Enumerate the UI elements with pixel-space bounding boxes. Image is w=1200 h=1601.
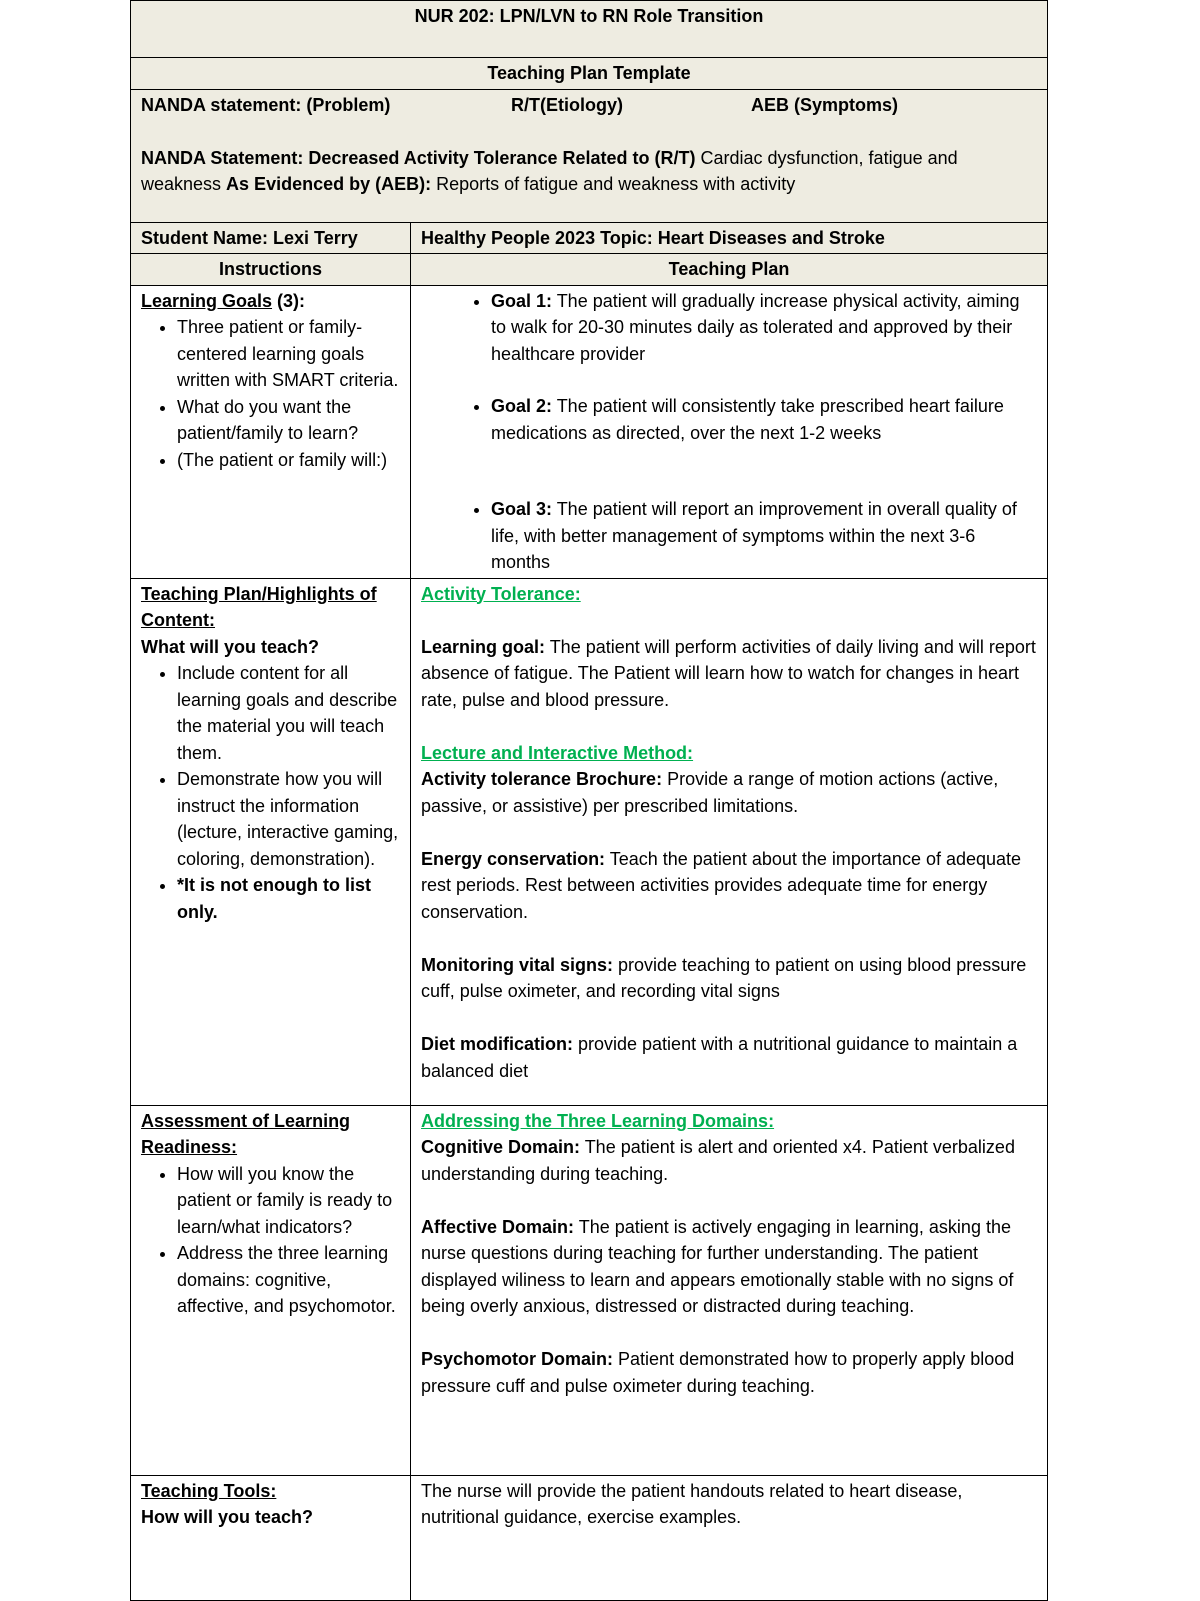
list-item: • Demonstrate how you will instruct the information (lecture, interactive gaming, coloring, demonstration). — [177, 766, 400, 872]
learning-goals-instructions — [131, 285, 411, 578]
column-header-instructions: Instructions — [131, 254, 411, 286]
tools-plan — [411, 1475, 1048, 1600]
activity-tolerance-heading: Activity Tolerance: — [421, 583, 581, 604]
learning-goals-instruction-list — [141, 314, 400, 473]
nanda-row — [131, 89, 1048, 222]
list-item: • Three patient or family-centered learning goals written with SMART criteria. — [177, 314, 400, 394]
domain-item: Affective Domain: The patient is actively engaging in learning, asking the nurse questions during teaching for further understanding. The patient displayed wiliness to learn and appears emotionally stable with no signs of being overly anxious, distressed or distracted during teaching. — [421, 1216, 1014, 1316]
healthy-people-topic: Healthy People 2023 Topic: Heart Diseases and Stroke — [411, 222, 1048, 254]
domain-item: Psychomotor Domain: Patient demonstrated how to properly apply blood pressure cuff and pulse oximeter during teaching. — [421, 1349, 1015, 1396]
column-header-row — [131, 254, 1048, 286]
teaching-content-plan — [411, 578, 1048, 1105]
list-item: • How will you know the patient or family is ready to learn/what indicators? — [177, 1161, 400, 1241]
readiness-instruction-list — [141, 1161, 400, 1320]
teaching-content-heading: Teaching Plan/Highlights of Content: — [141, 583, 377, 630]
nanda-etiology-label: R/T(Etiology) — [511, 94, 623, 115]
student-name: Student Name: Lexi Terry — [131, 222, 411, 254]
tools-instructions — [131, 1475, 411, 1600]
readiness-row — [131, 1105, 1048, 1475]
goal-item: • Goal 2: The patient will consistently take prescribed heart failure medications as directed, over the next 1-2 weeks — [491, 393, 1037, 446]
content-item: Monitoring vital signs: provide teaching to patient on using blood pressure cuff, pulse oximeter, and recording vital signs — [421, 954, 1027, 1001]
template-title: Teaching Plan Template — [131, 58, 1048, 90]
learning-goals-row — [131, 285, 1048, 578]
domains-heading: Addressing the Three Learning Domains: — [421, 1110, 775, 1131]
lecture-method-heading: Lecture and Interactive Method: — [421, 742, 694, 763]
course-row — [131, 1, 1048, 58]
goal-list — [421, 288, 1037, 576]
goal-item: • Goal 1: The patient will gradually increase physical activity, aiming to walk for 20-30 minutes daily as tolerated and approved by their healthcare provider — [491, 288, 1037, 368]
learning-goal-paragraph: Learning goal: The patient will perform activities of daily living and will report absence of fatigue. The Patient will learn how to watch for changes in heart rate, pulse and blood pressure. — [421, 636, 1036, 710]
student-row — [131, 222, 1048, 254]
readiness-instructions — [131, 1105, 411, 1475]
tools-subheading: How will you teach? — [141, 1507, 314, 1527]
tools-row — [131, 1475, 1048, 1600]
nanda-problem-label: NANDA statement: (Problem) — [141, 94, 391, 115]
list-item: • Address the three learning domains: cognitive, affective, and psychomotor. — [177, 1240, 400, 1320]
content-item: Activity tolerance Brochure: Provide a range of motion actions (active, passive, or assistive) per prescribed limitations. — [421, 769, 999, 816]
goal-item: • Goal 3: The patient will report an improvement in overall quality of life, with better management of symptoms within the next 3-6 months — [491, 496, 1037, 576]
list-item: • (The patient or family will:) — [177, 447, 400, 474]
tools-heading: Teaching Tools: — [141, 1480, 277, 1501]
nanda-symptoms-label: AEB (Symptoms) — [751, 94, 899, 115]
domain-item: Cognitive Domain: The patient is alert and oriented x4. Patient verbalized understanding during teaching. — [421, 1137, 1015, 1184]
template-title-row — [131, 58, 1048, 90]
teaching-plan-table — [130, 0, 1048, 1601]
learning-goals-heading: Learning Goals (3): — [141, 290, 306, 311]
content-item: Diet modification: provide patient with a nutritional guidance to maintain a balanced diet — [421, 1034, 1018, 1081]
learning-goals-plan — [411, 285, 1048, 578]
list-item: • What do you want the patient/family to learn? — [177, 394, 400, 447]
tools-text: The nurse will provide the patient handouts related to heart disease, nutritional guidance, exercise examples. — [421, 1480, 963, 1527]
readiness-heading: Assessment of Learning Readiness: — [141, 1110, 351, 1157]
teaching-content-instruction-list — [141, 660, 400, 925]
list-item: • Include content for all learning goals and describe the material you will teach them. — [177, 660, 400, 766]
column-header-teaching-plan: Teaching Plan — [411, 254, 1048, 286]
list-item: • *It is not enough to list only. — [177, 872, 400, 925]
teaching-content-subheading: What will you teach? — [141, 636, 320, 657]
readiness-plan — [411, 1105, 1048, 1475]
nanda-columns — [141, 92, 1037, 119]
teaching-content-instructions — [131, 578, 411, 1105]
teaching-content-row — [131, 578, 1048, 1105]
course-title: NUR 202: LPN/LVN to RN Role Transition — [131, 1, 1048, 58]
nanda-cell — [131, 89, 1048, 222]
nanda-statement: NANDA Statement: Decreased Activity Tolerance Related to (R/T) Cardiac dysfunction, fatigue and weakness As Evidenced by (AEB): Reports of fatigue and weakness with activity — [141, 147, 958, 194]
content-item: Energy conservation: Teach the patient about the importance of adequate rest periods. Rest between activities provides adequate time for energy conservation. — [421, 848, 1022, 922]
